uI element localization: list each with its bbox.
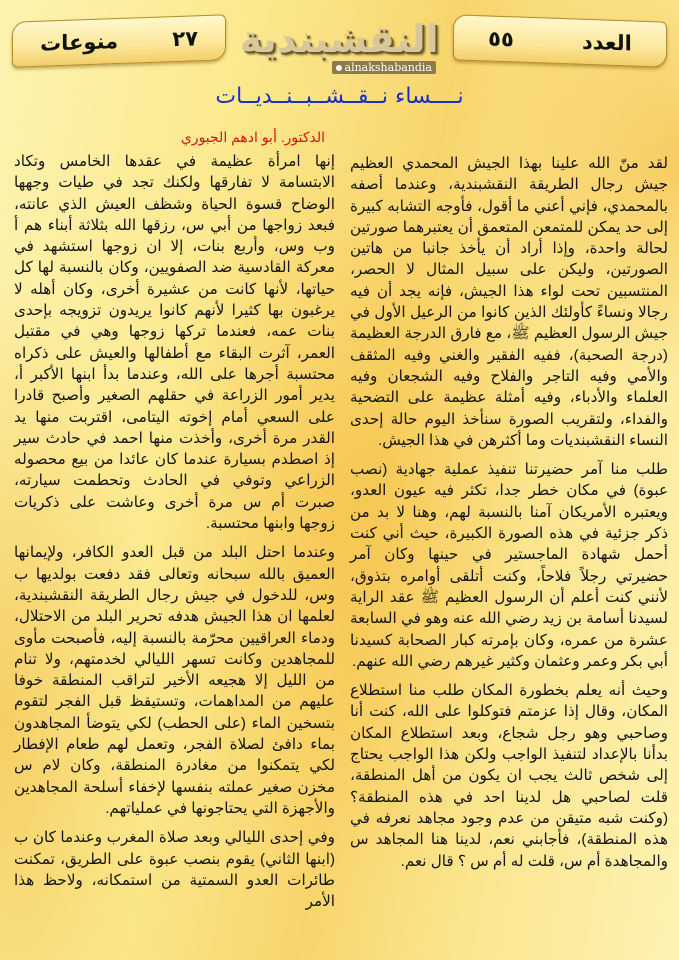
paragraph: وحيث أنه يعلم بخطورة المكان طلب منا استطلاع المكان، وقال إذا عزمتم فتوكلوا على الله، كنت أنا وصاحبي وهو رجل شجاع، وبعد استطلاع المكان بدأنا بالإعداد لتنفيذ الواجب ولكن هذا الواجب يحتاج إلى شخص ثالث يجب ان يكون من أهل المنطقة، قلت لصاحبي هل لدينا احد في هذه المنطقة؟ (وكنت شبه متيقن من عدم وجود مجاهد نعرفه في هذه المنطقة)، فأجابني نعم، لدينا هنا المجاهد س والمجاهدة أم س، قلت له أم س ؟ قال نعم. [350, 682, 668, 870]
issue-banner [453, 14, 667, 67]
logo-dot-icon [336, 65, 342, 71]
paragraph: لقد منّ الله علينا بهذا الجيش المحمدي العظيم جيش رجال الطريقة النقشبندية، وعندما أصفه بالمحمدي، فإني أعني ما أقول، فأوجه التشابه كبيرة إلى حد يمكن للمتمعن المتعمق أن يعتبرهما صورتين لحالة واحدة، وإذا أراد أن يأخذ جانبا من هاتين الصورتين، وليكن على سبيل المثال لا الحصر، المنتسبين تحت لواء هذا الجيش، فإنه يجد أن فيه رجالا ونساءً كأولئك الذين كانوا من الرعيل الأول في جيش الرسول العظيم ﷺ، مع فارق الدرجة العظيمة (درجة الصحبة)، ففيه الفقير والغني وفيه المثقف والأمي وفيه التاجر والفلاح وفيه الشجعان وفيه العلماء والأدباء، وفيه أمثلة عظيمة على التضحية والفداء، ولتقريب الصورة سنأخذ اليوم حالة إحدى النساء النقشبنديات وما أكثرهن في هذا الجيش. [350, 155, 668, 449]
author-byline: الدكتور. أبو ادهم الجبوري [180, 129, 325, 145]
article-column-right [350, 153, 668, 880]
paragraph: طلب منا آمر حضيرتنا تنفيذ عملية جهادية (نصب عبوة) في مكان خطر جدا، تكثر فيه عيون العدو، ويعتبره الأمريكان آمنا بالنسبة لهم، وهنا لا بد من ذكر جزئية في هذه الصورة الكبيرة، حيث أني كنت أحمل شهادة الماجستير في حينها وكان آمر حضيرتي رجلاً فلاحاً، وكنت أتلقى أوامره بتذوق، لأنني كنت أعلم أن الرسول العظيم ﷺ عقد الراية لسيدنا أسامة بن زيد رضي الله عنه وهو في السابعة عشرة من عمره، وكان بإمرته كبار الصحابة كسيدنا أبي بكر وعمر وعثمان وكثير غيرهم رضي الله عنهم. [350, 461, 668, 670]
section-banner [12, 14, 226, 67]
page-header [0, 0, 679, 84]
issue-number: ٥٥ [488, 26, 514, 52]
paragraph: وفي إحدى الليالي وبعد صلاة المغرب وعندما كان ب (ابنها الثاني) يقوم بنصب عبوة على الطريق، تمكنت طائرات العدو السمتية من استمكانه، ولاحظ هذا الأمر [14, 829, 335, 911]
article-title: نــــساء نــقــشــبــنــديــات [215, 84, 464, 109]
section-name: منوعات [40, 29, 119, 56]
page-number: ٢٧ [172, 26, 198, 52]
logo-arabic: النقشبندية [239, 16, 439, 61]
logo-latin [332, 61, 436, 74]
logo-latin-text: alnakshabandia [344, 60, 432, 74]
magazine-logo [238, 12, 440, 78]
issue-label: العدد [582, 29, 632, 56]
article-column-left [14, 127, 335, 920]
paragraph: وعندما احتل البلد من قبل العدو الكافر، ولإيمانها العميق بالله سبحانه وتعالى فقد دفعت بولديها ب وس، للدخول في جيش رجال الطريقة النقشبندية، لعلمها ان هذا الجيش هدفه تحرير البلد من الاحتلال، ودماء العراقيين محرّمة بالنسبة إليه، فأصبحت مأوى للمجاهدين وكانت تسهر الليالي لخدمتهم، ولا تنام من الليل إلا هجيعه الأخير لتراقب المنطقة خوفا عليهم من المداهمات، وتستيقظ قبل الفجر لتقوم بتسخين الماء (على الحطب) لكي يتوضأ المجاهدون بماء دافئ لصلاة الفجر، وتعمل لهم طعام الإفطار لكي يتمكنوا من مغادرة المنطقة، وكان لام س مخزن صغير عملته بنفسها لإخفاء أسلحة المجاهدين والأجهزة التي يحتاجونها في عملياتهم. [14, 544, 335, 817]
paragraph: إنها امرأة عظيمة في عقدها الخامس وتكاد الابتسامة لا تفارقها ولكنك تجد في طيات وجهها الوضاح قسوة الحياة وشظف العيش الذي عانته، فبعد زواجها من أبي س، رزقها الله بثلاثة أبناء هم أ وب وس، وأربع بنات، إلا ان زوجها استشهد في معركة القادسية ضد الصفويين، وكان بالنسبة لها كل حياتها، لأنها كانت من عشيرة أخرى، وكان أهله لا يرغبون بها كثيرا لأنهم كانوا يريدون تزويجه بإحدى بنات عمه، فعندما تركها زوجها وهي في مقتبل العمر، آثرت البقاء مع أطفالها والعيش على ذكراه محتسبة أجرها على الله، وعندما بدأ ابنها الأكبر أ، يدير أمور الزراعة في حقلهم الصغير وأصبح قادرا على السعي أمام إخوته اليتامى، اقتربت منها يد القدر مرة أخرى، وأخذت منها احمد في حادث سير إذ اصطدم بسيارة عندما كان عائدا من بيع محصوله الزراعي وتوفي في الحادث وتحطمت سيارته، صبرت أم س مرة أخرى وعاشت على ذكريات زوجها وابنها محتسبة. [14, 153, 335, 533]
